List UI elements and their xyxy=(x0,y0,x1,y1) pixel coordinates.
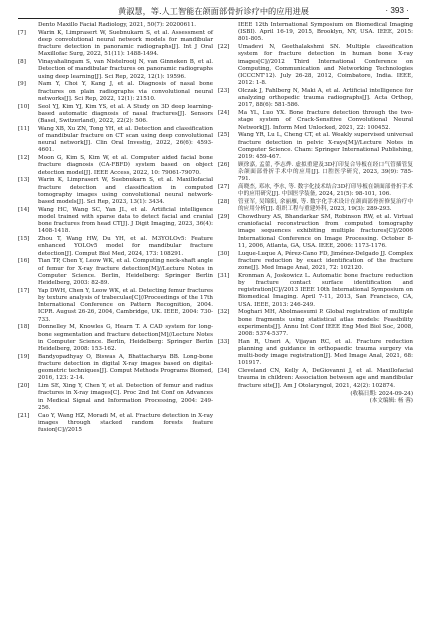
reference-text: Bandyopadhyay O, Biswas A, Bhattacharya BB. Long-bone fracture detection in digital X-ray images based on digital-geometric techniques[J]. Comput Methods Programs Biomed, 2016, 123: 2-14. xyxy=(38,353,213,382)
reference-number: [33] xyxy=(218,338,230,345)
reference-text: Moon G, Kim S, Kim W, et al. Computer aided facial bone fracture diagnosis (CA-FBFD) system based on object detection model[J]. IEEE Access, 2022, 10: 79061-79070. xyxy=(38,155,213,176)
reference-entry xyxy=(218,132,413,161)
received-date: (收稿日期: 2024-09-24) xyxy=(350,390,413,397)
reference-number: [22] xyxy=(218,44,230,51)
reference-number: [17] xyxy=(18,287,30,294)
reference-entry xyxy=(18,155,213,177)
reference-text: Donnelley M, Knowles G, Hearn T. A CAD system for long-bone segmentation and fracture detection[M]//Lecture Notes in Computer Science. Berlin, Heidelberg: Springer Berlin Heidelberg, 2008: 153-162. xyxy=(38,324,213,353)
reference-text: Vinayahalingam S, van Nistelrooij N, van Ginneken B, et al. Detection of mandibular fractures on panoramic radiographs using deep learning[J]. Sci Rep, 2022, 12(1): 19596. xyxy=(38,59,213,80)
reference-number: [20] xyxy=(18,383,30,390)
reference-entry xyxy=(18,22,213,29)
reference-text: Lim SE, Xing Y, Chen Y, et al. Detection of femur and radius fractures in X-ray images[C]. Proc 2nd Int Conf on Advances in Medical Signal and Information Processing, 2004: 249-256. xyxy=(38,383,213,411)
reference-entry xyxy=(18,236,213,258)
reference-text: Wang YR, Lu L, Cheng CT, et al. Weakly supervised universal fracture detection in pelvic X-rays[M]//Lecture Notes in Computer Science. Cham: Springer International Publishing, 2019: 459-467. xyxy=(238,132,413,161)
reference-entry xyxy=(18,126,213,155)
reference-number: [12] xyxy=(18,155,30,162)
reference-text: Nam Y, Choi Y, Kang J, et al. Diagnosis of nasal bone fractures on plain radiographs via convolutional neural networks[J]. Sci Rep, 2022, 12(1): 21510. xyxy=(38,81,213,102)
reference-number: [13] xyxy=(18,177,30,184)
reference-text: Olczak J, Fahlberg N, Maki A, et al. Artificial intelligence for analyzing orthopedic trauma radiographs[J]. Acta Orthop, 2017, 88(6): 581-586. xyxy=(238,88,413,109)
reference-number: [7] xyxy=(18,29,26,36)
reference-entry xyxy=(18,413,213,435)
reference-number: [14] xyxy=(18,206,30,213)
reference-text: Ma YL, Luo YX. Bone fracture detection through the two-stage system of Crack-Sensitive Convolutional Neural Network[J]. Inform Med Unlocked, 2021, 22: 100452. xyxy=(238,110,413,131)
reference-text: Chowdhury AS, Bhandarkar SM, Robinson RW, et al. Virtual craniofacial reconstruction from computed tomography image sequences exhibiting multiple fractures[C]//2006 International Conference on Image Processing. October 8-11, 2006, Atlanta, GA, USA. IEEE, 2006: 1173-1176. xyxy=(238,214,413,249)
reference-entry xyxy=(18,324,213,353)
reference-text: Umadevi N, Geethalakshmi SN. Multiple classification system for fracture detection in human bone X-ray images[C]//2012 Third International Conference on Computing, Communication and Networking Technologies (ICCCNT'12). July 26-28, 2012, Coimbatore, India. IEEE, 2012: 1-8. xyxy=(238,44,413,87)
reference-number: [25] xyxy=(218,132,230,139)
reference-number: [16] xyxy=(18,258,30,265)
reference-number: [15] xyxy=(18,236,30,243)
reference-text: Wang HC, Wang SC, Yan JL, et al. Artificial intelligence model trained with sparse data to detect facial and cranial bone fractures from head CT[J]. J Digit Imaging, 2023, 36(4): 1408-1418. xyxy=(38,206,213,235)
reference-number: [29] xyxy=(218,214,230,221)
editor-credit: (本文编辑: 杨 蓉) xyxy=(369,398,413,405)
reference-text: Cao Y, Wang HZ, Moradi M, et al. Fracture detection in X-ray images through stacked random forests feature fusion[C]//2015 xyxy=(38,412,213,434)
reference-entry xyxy=(18,383,213,412)
reference-entry xyxy=(18,258,213,287)
reference-entry xyxy=(218,162,413,184)
reference-entry xyxy=(218,88,413,110)
reference-text: Zhou T, Wang HW, Du YH, et al. M3YOLOv5: Feature enhanced YOLOv5 model for mandibular fracture detection[J]. Comput Biol Med, 2024, 173: 108291. xyxy=(38,236,213,257)
reference-text: Yap DWH, Chen Y, Leow WK, et al. Detecting femur fractures by texture analysis of trabeculae[C]//Proceedings of the 17th International Conference on Pattern Recognition, 2004. ICPR. August 26-26, 2004, Cambridge, UK. IEEE, 2004: 730-733. xyxy=(38,287,213,323)
reference-text: Moghari MH, Abolmaesumi P. Global registration of multiple bone fragments using statistical atlas models: Feasibility experiments[J]. Annu Int Conf IEEE Eng Med Biol Soc, 2008, 2008: 5374-5377. xyxy=(238,309,413,338)
reference-column-left xyxy=(18,22,213,435)
reference-text: Dento Maxillo Facial Radiology, 2021, 50(7): 20200611. xyxy=(38,22,197,28)
reference-entry xyxy=(218,184,413,198)
reference-text: Cleveland CN, Kelly A, DeGiovanni J, et al. Maxillofacial trauma in children: Association between age and mandibular fracture site[J]. Am J Otolaryngol, 2021, 42(2): 102874. xyxy=(238,368,413,389)
reference-text: Warin K, Limprasert W, Suebnukarn S, et al. Assessment of deep convolutional neural network models for mandibular fracture detection in panoramic radiographs[J]. Int J Oral Maxillofac Surg, 2022, 51(11): 1488-1494. xyxy=(38,29,213,58)
reference-entry xyxy=(218,251,413,273)
article-footer xyxy=(218,391,413,405)
reference-number: [27] xyxy=(218,184,230,191)
reference-number: [31] xyxy=(218,272,230,279)
reference-entry xyxy=(218,110,413,132)
reference-text: Kronman A, Joskowicz L. Automatic bone fracture reduction by fracture contact surface identification and registration[C]//2013 IEEE 10th International Symposium on Biomedical Imaging. April 7-11, 2013, San Francisco, CA, USA. IEEE, 2013: 246-249. xyxy=(238,272,413,308)
reference-number: [24] xyxy=(218,110,230,117)
reference-text: Luque-Luque A, Pérez-Cano FD, Jiménez-Delgado JJ. Complex fracture reduction by exact identification of the fracture zone[J]. Med Image Anal, 2021, 72: 102120. xyxy=(238,250,413,272)
reference-entry xyxy=(18,81,213,103)
reference-text: 管亚军, 吴锦阳, 余丽雁, 等. 数字化手术设计在颌面部骨折修复治疗中的应用分析[J]. 组织工程与重建外科, 2023, 19(3): 289-293. xyxy=(238,199,413,213)
reference-number: [26] xyxy=(218,161,230,168)
reference-entry xyxy=(18,288,213,324)
reference-text: 顾徐嘉, 孟蕾, 李志烨. 虚拟重建及3D打印复合导板在经口气管插管复杂颌面部骨折手术中的应用[J]. 口腔医学研究, 2023, 39(9): 785-791. xyxy=(238,161,413,183)
reference-entry xyxy=(18,207,213,236)
reference-text: IEEE 12th International Symposium on Biomedical Imaging (ISBI). April 16-19, 2015, Brooklyn, NY, USA. IEEE, 2015: 801-805. xyxy=(238,22,413,43)
reference-number: [30] xyxy=(218,250,230,257)
reference-text: 高晓杰, 邓冰, 李水, 等. 数字化技术结合3D打印导板在颌面部骨折手术中的应用研究[J]. 中国医学装备, 2024, 21(5): 98-101, 106. xyxy=(238,184,413,198)
reference-text: Warin K, Limprasert W, Suebnukarn S, et al. Maxillofacial fracture detection and classification in computed tomography images using convolutional neural network-based models[J]. Sci Rep, 2023, 13(1): 3434. xyxy=(38,177,213,206)
reference-text: Wang XB, Xu ZN, Tong YH, et al. Detection and classification of mandibular fracture on CT scan using deep convolutional neural network[J]. Clin Oral Investig, 2022, 26(6): 4593-4601. xyxy=(38,125,213,154)
reference-number: [9] xyxy=(18,81,26,88)
reference-entry xyxy=(18,177,213,206)
reference-entry xyxy=(218,273,413,309)
reference-number: [10] xyxy=(18,103,30,110)
reference-text: Han R, Uneri A, Vijayan RC, et al. Fracture reduction planning and guidance in orthopaedic trauma surgery via multi-body image registration[J]. Med Image Anal, 2021, 68: 101917. xyxy=(238,338,413,367)
reference-entry xyxy=(18,104,213,126)
reference-entry xyxy=(218,214,413,250)
reference-number: [34] xyxy=(218,368,230,375)
reference-entry xyxy=(218,22,413,44)
reference-number: [18] xyxy=(18,324,30,331)
reference-entry xyxy=(218,368,413,390)
page-number: · 393 · xyxy=(385,6,409,15)
reference-text: Tian TP, Chen Y, Leow WK, et al. Computing neck-shaft angle of femur for X-ray fracture detection[M]//Lecture Notes in Computer Science. Berlin, Heidelberg: Springer Berlin Heidelberg, 2003: 82-89. xyxy=(38,258,213,287)
reference-number: [19] xyxy=(18,353,30,360)
running-header xyxy=(18,4,409,19)
reference-number: [21] xyxy=(18,412,30,419)
running-title: 黄淑慧，等.人工智能在颌面部骨折诊疗中的应用进展 xyxy=(118,6,309,16)
reference-entry xyxy=(218,339,413,368)
reference-number: [8] xyxy=(18,59,26,66)
reference-number: [11] xyxy=(18,125,30,132)
reference-entry xyxy=(18,30,213,59)
reference-number: [23] xyxy=(218,88,230,95)
reference-text: Seol YJ, Kim YJ, Kim YS, et al. A Study on 3D deep learning-based automatic diagnosis of nasal fractures[J]. Sensors (Basel, Switzerland), 2022, 22(2): 506. xyxy=(38,103,213,125)
reference-number: [28] xyxy=(218,199,230,206)
reference-column-right xyxy=(218,22,413,405)
reference-entry xyxy=(218,44,413,87)
reference-entry xyxy=(218,199,413,213)
reference-entry xyxy=(218,309,413,338)
reference-entry xyxy=(18,354,213,383)
reference-number: [32] xyxy=(218,309,230,316)
reference-entry xyxy=(18,59,213,81)
